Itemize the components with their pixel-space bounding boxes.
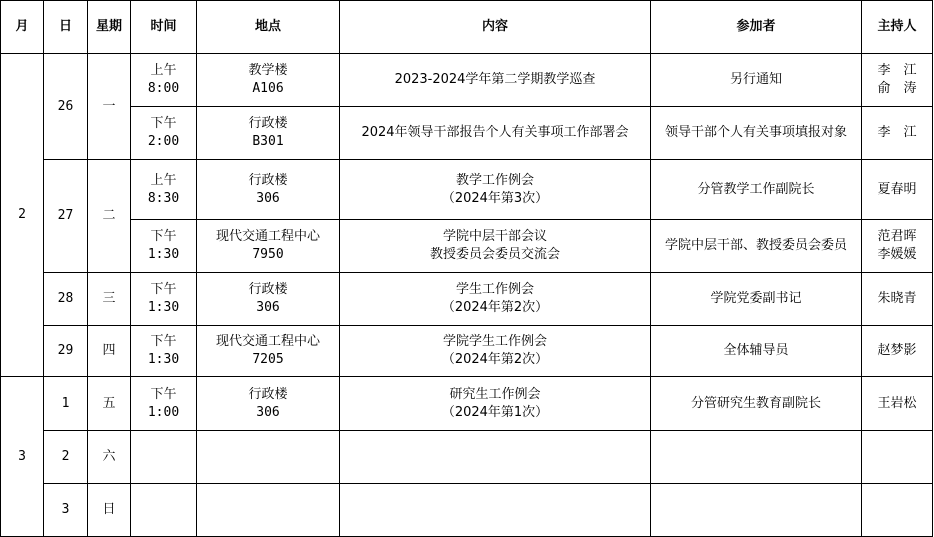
time-cell — [131, 431, 197, 484]
participants-cell: 另行通知 — [651, 54, 862, 107]
weekday-cell: 二 — [88, 160, 131, 273]
place-cell: 现代交通工程中心 7205 — [197, 326, 340, 377]
header-content: 内容 — [340, 1, 651, 54]
table-row — [1, 160, 933, 220]
header-participants: 参加者 — [651, 1, 862, 54]
table-row — [1, 431, 933, 484]
header-place: 地点 — [197, 1, 340, 54]
content-cell: 2024年领导干部报告个人有关事项工作部署会 — [340, 107, 651, 160]
header-weekday: 星期 — [88, 1, 131, 54]
content-cell: 研究生工作例会 （2024年第1次） — [340, 377, 651, 431]
content-cell: 学院中层干部会议 教授委员会委员交流会 — [340, 220, 651, 273]
time-cell: 下午 1:00 — [131, 377, 197, 431]
header-month: 月 — [1, 1, 44, 54]
header-time: 时间 — [131, 1, 197, 54]
day-cell: 29 — [44, 326, 88, 377]
host-cell — [862, 484, 933, 537]
weekday-cell: 三 — [88, 273, 131, 326]
content-cell: 学院学生工作例会 （2024年第2次） — [340, 326, 651, 377]
participants-cell: 领导干部个人有关事项填报对象 — [651, 107, 862, 160]
content-cell: 2023-2024学年第二学期教学巡查 — [340, 54, 651, 107]
table-row — [1, 273, 933, 326]
header-day: 日 — [44, 1, 88, 54]
table-row — [1, 484, 933, 537]
participants-cell — [651, 484, 862, 537]
table-row — [1, 377, 933, 431]
weekday-cell: 日 — [88, 484, 131, 537]
day-cell: 26 — [44, 54, 88, 160]
month-cell: 2 — [1, 54, 44, 377]
day-cell: 2 — [44, 431, 88, 484]
header-host: 主持人 — [862, 1, 933, 54]
host-cell: 夏春明 — [862, 160, 933, 220]
place-cell — [197, 431, 340, 484]
participants-cell: 分管研究生教育副院长 — [651, 377, 862, 431]
participants-cell: 分管教学工作副院长 — [651, 160, 862, 220]
time-cell: 下午 1:30 — [131, 220, 197, 273]
table-row — [1, 107, 933, 160]
time-cell — [131, 484, 197, 537]
host-cell: 范君晖 李媛媛 — [862, 220, 933, 273]
time-cell: 下午 2:00 — [131, 107, 197, 160]
month-cell: 3 — [1, 377, 44, 537]
weekday-cell: 四 — [88, 326, 131, 377]
participants-cell — [651, 431, 862, 484]
table-row — [1, 54, 933, 107]
table-row — [1, 326, 933, 377]
time-cell: 上午 8:00 — [131, 54, 197, 107]
participants-cell: 全体辅导员 — [651, 326, 862, 377]
day-cell: 27 — [44, 160, 88, 273]
weekday-cell: 五 — [88, 377, 131, 431]
host-cell: 朱晓青 — [862, 273, 933, 326]
place-cell: 现代交通工程中心 7950 — [197, 220, 340, 273]
place-cell — [197, 484, 340, 537]
place-cell: 教学楼 A106 — [197, 54, 340, 107]
content-cell: 学生工作例会 （2024年第2次） — [340, 273, 651, 326]
weekday-cell: 六 — [88, 431, 131, 484]
content-cell — [340, 484, 651, 537]
place-cell: 行政楼 306 — [197, 377, 340, 431]
day-cell: 1 — [44, 377, 88, 431]
content-cell — [340, 431, 651, 484]
place-cell: 行政楼 306 — [197, 160, 340, 220]
participants-cell: 学院中层干部、教授委员会委员 — [651, 220, 862, 273]
day-cell: 3 — [44, 484, 88, 537]
host-cell: 李 江 — [862, 107, 933, 160]
place-cell: 行政楼 306 — [197, 273, 340, 326]
weekday-cell: 一 — [88, 54, 131, 160]
host-cell: 王岩松 — [862, 377, 933, 431]
time-cell: 下午 1:30 — [131, 273, 197, 326]
time-cell: 下午 1:30 — [131, 326, 197, 377]
host-cell — [862, 431, 933, 484]
day-cell: 28 — [44, 273, 88, 326]
host-cell: 赵梦影 — [862, 326, 933, 377]
header-row — [1, 1, 933, 54]
place-cell: 行政楼 B301 — [197, 107, 340, 160]
content-cell: 教学工作例会 （2024年第3次） — [340, 160, 651, 220]
time-cell: 上午 8:30 — [131, 160, 197, 220]
host-cell: 李 江 俞 涛 — [862, 54, 933, 107]
participants-cell: 学院党委副书记 — [651, 273, 862, 326]
table-row — [1, 220, 933, 273]
